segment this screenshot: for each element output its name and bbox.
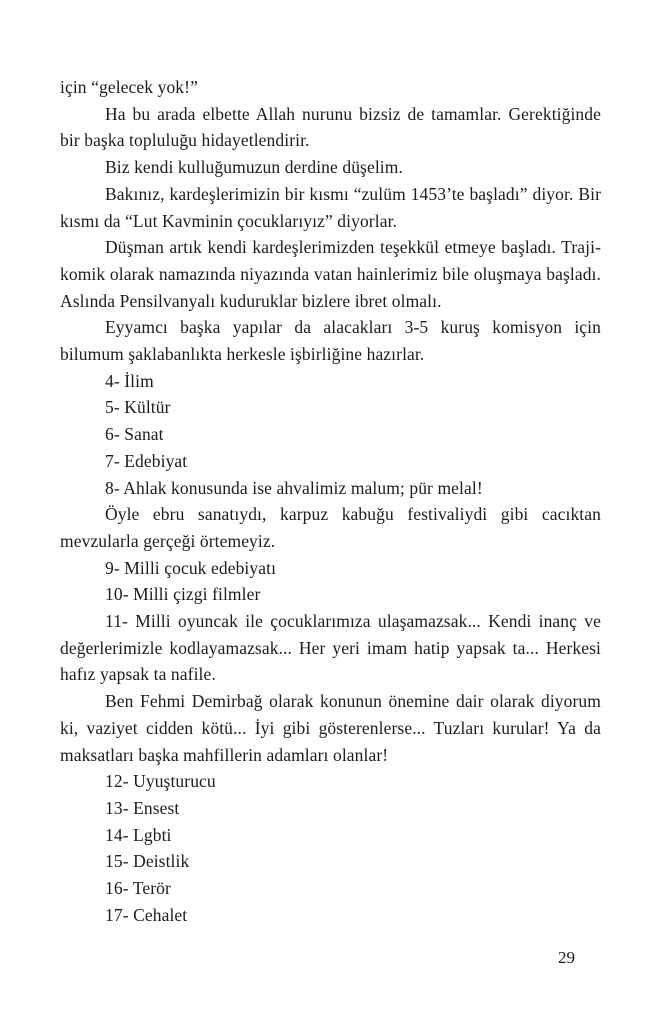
paragraph: Düşman artık kendi kardeşlerimizden teşekkül etmeye başladı. Traji-komik olarak namazında niyazında vatan hainlerimiz bile oluşmaya başladı. Aslında Pensilvanyalı kuduruklar bizlere ibret olmalı.	[60, 237, 601, 311]
list-item: 7- Edebiyat	[105, 450, 188, 471]
list-item: 14- Lgbti	[105, 824, 172, 845]
paragraph: Ha bu arada elbette Allah nurunu bizsiz de tamamlar. Gerektiğinde bir başka topluluğu hidayetlendirir.	[60, 103, 601, 151]
list-item: 4- İlim	[105, 370, 154, 391]
paragraph: Bakınız, kardeşlerimizin bir kısmı “zulüm 1453’te başladı” diyor. Bir kısmı da “Lut Kavminin çocuklarıyız” diyorlar.	[60, 183, 601, 231]
paragraph: Ben Fehmi Demirbağ olarak konunun önemine dair olarak diyorum ki, vaziyet cidden kötü... İyi gibi gösterenlerse... Tuzları kurular! Ya da maksatları başka mahfillerin adamları olanlar!	[60, 691, 601, 765]
list-item: 6- Sanat	[105, 424, 164, 445]
list-item: 12- Uyuşturucu	[105, 771, 216, 792]
list-item: 15- Deistlik	[105, 851, 190, 872]
list-item: 17- Cehalet	[105, 904, 188, 925]
list-item: 5- Kültür	[105, 397, 171, 418]
list-item: 9- Milli çocuk edebiyatı	[105, 557, 277, 578]
paragraph: Biz kendi kulluğumuzun derdine düşelim.	[105, 157, 403, 178]
paragraph: için “gelecek yok!”	[60, 77, 198, 97]
paragraph: Eyyamcı başka yapılar da alacakları 3-5 kuruş komisyon için bilumum şaklabanlıkta herkesle işbirliğine hazırlar.	[60, 317, 601, 365]
list-item: 16- Terör	[105, 878, 171, 899]
list-item: 13- Ensest	[105, 797, 180, 818]
paragraph: Öyle ebru sanatıydı, karpuz kabuğu festivaliydi gibi cacıktan mevzularla gerçeği örtemeyiz.	[60, 504, 601, 551]
paragraph: 11- Milli oyuncak ile çocuklarımıza ulaşamazsak... Kendi inanç ve değerlerimizle kodlayamazsak... Her yeri imam hatip yapsak ta... Herkesi hafız yapsak ta nafile.	[60, 611, 601, 685]
list-item: 10- Milli çizgi filmler	[105, 584, 261, 605]
page-number: 29	[558, 948, 575, 967]
list-item: 8- Ahlak konusunda ise ahvalimiz malum; pür melal!	[105, 477, 483, 498]
text-block	[60, 74, 601, 929]
